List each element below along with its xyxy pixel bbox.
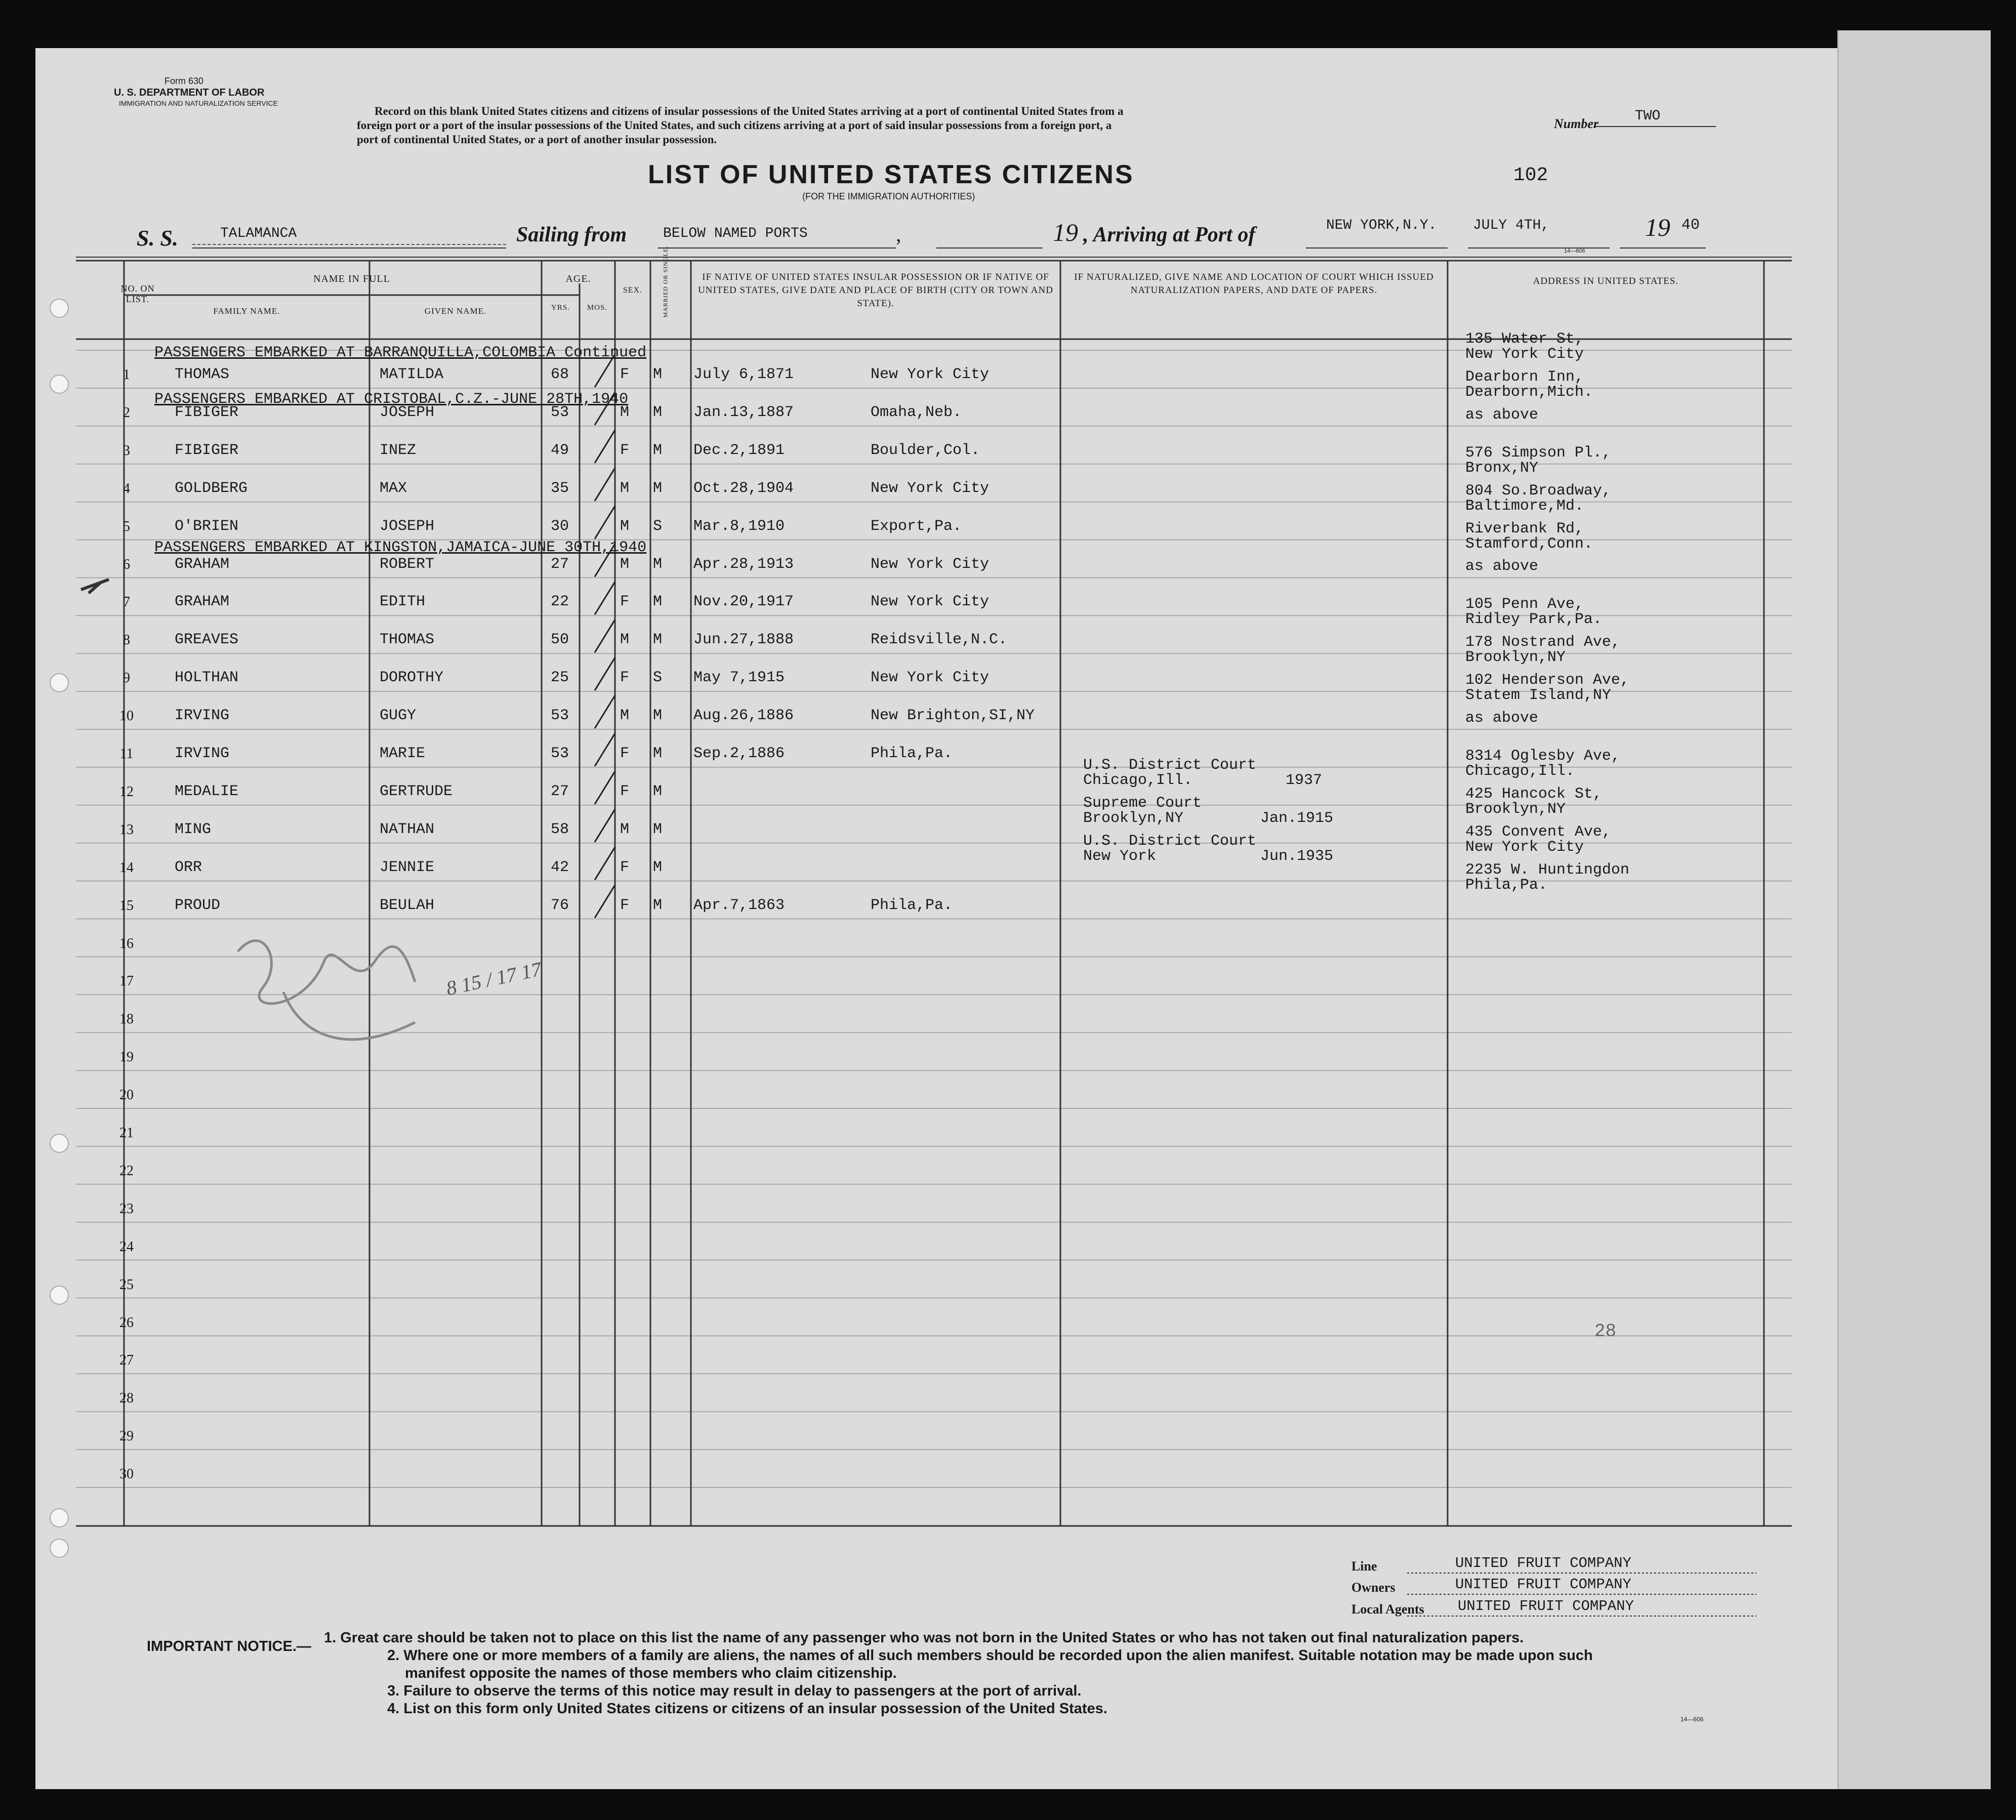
row-number: 9 <box>123 670 130 686</box>
address-line-1: 425 Hancock St, <box>1465 785 1602 803</box>
header-yrs: YRS. <box>551 304 570 312</box>
address-line-2: Brooklyn,NY <box>1465 800 1566 818</box>
instructions-line-1: Record on this blank United States citizens and citizens of insular possessions of the United States arriving at a port of continental United States from a <box>375 105 1124 117</box>
sex: F <box>620 858 630 876</box>
address-line-1: Dearborn Inn, <box>1465 368 1584 386</box>
row-number: 15 <box>119 897 134 914</box>
row-number: 28 <box>119 1390 134 1407</box>
birth-date: Oct.28,1904 <box>693 479 794 497</box>
marital-status: S <box>653 517 663 535</box>
row-number: 7 <box>123 594 130 610</box>
address-line-2: Chicago,Ill. <box>1465 762 1575 780</box>
age-years: 22 <box>551 593 569 611</box>
address-line-1: Riverbank Rd, <box>1465 520 1584 537</box>
birth-date: Aug.26,1886 <box>693 707 794 725</box>
header-family-name: FAMILY NAME. <box>213 306 280 316</box>
sex: F <box>620 745 630 762</box>
birth-place: New York City <box>871 593 990 611</box>
row-number: 13 <box>119 821 134 838</box>
family-name: HOLTHAN <box>175 669 239 687</box>
family-name: GREAVES <box>175 631 239 649</box>
family-name: GRAHAM <box>175 593 230 611</box>
marital-status: M <box>653 820 663 838</box>
check-tick <box>595 582 615 614</box>
address-line-2: Phila,Pa. <box>1465 876 1548 894</box>
court-place: New York <box>1083 847 1157 865</box>
age-years: 42 <box>551 858 569 876</box>
birth-place: New York City <box>871 366 990 383</box>
header-age: AGE. <box>565 273 591 284</box>
birth-date: Apr.7,1863 <box>693 896 785 914</box>
margin-mark <box>81 580 109 593</box>
birth-place: Export,Pa. <box>871 517 962 535</box>
row-number: 12 <box>119 783 134 800</box>
ship-underline <box>192 244 506 245</box>
header-no-on-list: NO. ON LIST. <box>120 283 155 304</box>
row-number: 27 <box>119 1352 134 1369</box>
address-line-1: 576 Simpson Pl., <box>1465 444 1612 462</box>
department: U. S. DEPARTMENT OF LABOR <box>114 87 265 98</box>
address-line-1: 2235 W. Huntingdon <box>1465 861 1630 879</box>
given-name: JOSEPH <box>380 517 435 535</box>
address-line-2: Statem Island,NY <box>1465 687 1612 705</box>
age-years: 68 <box>551 366 569 383</box>
birth-date: Dec.2,1891 <box>693 441 785 459</box>
age-years: 53 <box>551 707 569 725</box>
address-line-1: as above <box>1465 558 1539 575</box>
family-name: MING <box>175 820 212 838</box>
sex: F <box>620 366 630 383</box>
header-address: ADDRESS IN UNITED STATES. <box>1533 276 1679 286</box>
header-sex: SEX. <box>623 286 643 295</box>
given-name: NATHAN <box>380 820 435 838</box>
age-years: 53 <box>551 403 569 421</box>
agents-value: UNITED FRUIT COMPANY <box>1458 1598 1634 1615</box>
age-years: 27 <box>551 782 569 800</box>
family-name: FIBIGER <box>175 441 239 459</box>
given-name: JENNIE <box>380 858 435 876</box>
header-naturalized: IF NATURALIZED, GIVE NAME AND LOCATION OF COURT WHICH ISSUED NATURALIZATION PAPERS, AND DATE OF PAPERS. <box>1074 272 1434 296</box>
marital-status: M <box>653 441 663 459</box>
row-number: 1 <box>123 367 130 383</box>
page-subtitle: (FOR THE IMMIGRATION AUTHORITIES) <box>802 191 975 201</box>
age-years: 25 <box>551 669 569 687</box>
page-title: LIST OF UNITED STATES CITIZENS <box>648 160 1134 189</box>
sex: M <box>620 631 630 649</box>
row-number: 6 <box>123 556 130 572</box>
marital-status: M <box>653 403 663 421</box>
row-number: 2 <box>123 404 130 421</box>
birth-date: Nov.20,1917 <box>693 593 794 611</box>
court-name: U.S. District Court <box>1083 832 1257 850</box>
address-line-2: New York City <box>1465 346 1584 363</box>
check-tick <box>595 657 615 690</box>
address-line-2: New York City <box>1465 838 1584 856</box>
marital-status: M <box>653 858 663 876</box>
row-number: 10 <box>119 708 134 724</box>
marital-status: M <box>653 555 663 573</box>
court-place: Brooklyn,NY <box>1083 809 1184 827</box>
check-tick <box>595 771 615 804</box>
given-name: MARIE <box>380 745 426 762</box>
embark-banner-barranquilla: PASSENGERS EMBARKED AT BARRANQUILLA,COLOMBIA Continued <box>154 344 647 361</box>
owners-label: Owners <box>1351 1580 1395 1595</box>
header-name-in-full: NAME IN FULL <box>313 273 390 284</box>
notice-item-4: 4. List on this form only United States citizens or citizens of an insular possession of the United States. <box>387 1701 1107 1717</box>
row-number: 14 <box>119 859 134 876</box>
year-suffix: 40 <box>1681 217 1700 234</box>
address-line-1: as above <box>1465 710 1539 727</box>
age-years: 30 <box>551 517 569 535</box>
given-name: GERTRUDE <box>380 782 453 800</box>
address-line-1: 178 Nostrand Ave, <box>1465 634 1621 651</box>
check-tick <box>595 885 615 918</box>
given-name: EDITH <box>380 593 426 611</box>
sex: F <box>620 782 630 800</box>
age-years: 49 <box>551 441 569 459</box>
row-number: 17 <box>119 973 134 989</box>
row-number: 20 <box>119 1087 134 1103</box>
marital-status: M <box>653 745 663 762</box>
row-number: 4 <box>123 480 130 497</box>
address-line-1: 102 Henderson Ave, <box>1465 672 1630 689</box>
notice-item-3: 3. Failure to observe the terms of this notice may result in delay to passengers at the port of arrival. <box>387 1683 1082 1699</box>
sex: F <box>620 593 630 611</box>
given-name: DOROTHY <box>380 669 444 687</box>
row-number: 3 <box>123 442 130 459</box>
instructions-line-2: foreign port or a port of the insular possessions of the United States, and such citizens arriving at a port of said insular possessions from a foreign port, a <box>357 119 1112 132</box>
check-tick <box>595 847 615 880</box>
given-name: INEZ <box>380 441 417 459</box>
sailing-from: BELOW NAMED PORTS <box>663 226 808 241</box>
instructions-line-3: port of continental United States, or a port of another insular possession. <box>357 133 717 146</box>
embark-banner-kingston: PASSENGERS EMBARKED AT KINGSTON,JAMAICA-JUNE 30TH,1940 <box>154 539 647 556</box>
arrival-date: JULY 4TH, <box>1473 218 1550 233</box>
birth-date: Apr.28,1913 <box>693 555 794 573</box>
row-number: 18 <box>119 1011 134 1027</box>
sex: M <box>620 707 630 725</box>
row-number: 5 <box>123 518 130 534</box>
birth-place: New Brighton,SI,NY <box>871 707 1035 725</box>
sex: F <box>620 441 630 459</box>
family-name: IRVING <box>175 707 230 725</box>
court-date: Jun.1935 <box>1260 847 1334 865</box>
line-label: Line <box>1351 1559 1377 1574</box>
sex: F <box>620 896 630 914</box>
sex: M <box>620 479 630 497</box>
owners-value: UNITED FRUIT COMPANY <box>1455 1576 1632 1593</box>
number-value: TWO <box>1635 108 1661 124</box>
row-number: 21 <box>119 1125 134 1141</box>
marital-status: M <box>653 593 663 611</box>
address-line-1: 8314 Oglesby Ave, <box>1465 747 1621 765</box>
address-line-2: Stamford,Conn. <box>1465 535 1593 553</box>
birth-date: Mar.8,1910 <box>693 517 785 535</box>
address-line-2: Ridley Park,Pa. <box>1465 611 1602 629</box>
notice-item-2a: 2. Where one or more members of a family are aliens, the names of all such members should be recorded upon the alien manifest. Suitable notation may be made upon such <box>387 1647 1593 1664</box>
row-number: 25 <box>119 1276 134 1293</box>
birth-date: Jun.27,1888 <box>693 631 794 649</box>
given-name: GUGY <box>380 707 417 725</box>
header-married: MARRIED OR SINGLE. <box>662 245 669 318</box>
family-name: PROUD <box>175 896 221 914</box>
family-name: IRVING <box>175 745 230 762</box>
form-number: Form 630 <box>164 76 204 86</box>
signature-note: 8 15 / 17 17 <box>444 957 544 1000</box>
margin-note: 28 <box>1594 1321 1617 1342</box>
marital-status: M <box>653 631 663 649</box>
sex: M <box>620 820 630 838</box>
marital-status: S <box>653 669 663 687</box>
row-number: 16 <box>119 935 134 952</box>
year-prefix-1: 19 <box>1053 218 1078 246</box>
given-name: ROBERT <box>380 555 435 573</box>
sex: F <box>620 669 630 687</box>
comma-1: , <box>896 223 901 246</box>
birth-place: Reidsville,N.C. <box>871 631 1008 649</box>
marital-status: M <box>653 479 663 497</box>
notice-item-2b: manifest opposite the names of those members who claim citizenship. <box>405 1665 897 1681</box>
sex: M <box>620 555 630 573</box>
marital-status: M <box>653 707 663 725</box>
address-line-1: 804 So.Broadway, <box>1465 482 1612 500</box>
birth-place: Omaha,Neb. <box>871 403 962 421</box>
family-name: THOMAS <box>175 366 230 383</box>
given-name: THOMAS <box>380 631 435 649</box>
agents-label: Local Agents <box>1351 1602 1424 1617</box>
sailing-label: Sailing from <box>516 223 627 246</box>
birth-place: New York City <box>871 555 990 573</box>
birth-date: Sep.2,1886 <box>693 745 785 762</box>
check-tick <box>595 619 615 652</box>
sex: M <box>620 517 630 535</box>
row-number: 26 <box>119 1314 134 1331</box>
court-name: Supreme Court <box>1083 794 1202 812</box>
given-name: BEULAH <box>380 896 435 914</box>
birth-place: Phila,Pa. <box>871 896 953 914</box>
address-line-1: as above <box>1465 406 1539 424</box>
row-number: 19 <box>119 1049 134 1065</box>
age-years: 35 <box>551 479 569 497</box>
embark-banner-cristobal: PASSENGERS EMBARKED AT CRISTOBAL,C.Z.-JUNE 28TH,1940 <box>154 391 629 408</box>
birth-place: Boulder,Col. <box>871 441 980 459</box>
age-years: 58 <box>551 820 569 838</box>
row-number: 8 <box>123 632 130 648</box>
family-name: FIBIGER <box>175 403 239 421</box>
birth-date: Jan.13,1887 <box>693 403 794 421</box>
given-name: JOSEPH <box>380 403 435 421</box>
header-birth: IF NATIVE OF UNITED STATES INSULAR POSSESSION OR IF NATIVE OF UNITED STATES, GIVE DATE AND PLACE OF BIRTH (CITY OR TOWN AND STATE). <box>698 272 1053 309</box>
address-line-1: 135 Water St, <box>1465 330 1584 348</box>
address-line-1: 435 Convent Ave, <box>1465 823 1612 841</box>
notice-item-1: 1. Great care should be taken not to place on this list the name of any passenger who was not born in the United States or who has not taken out final naturalization papers. <box>324 1630 1524 1646</box>
given-name: MAX <box>380 479 407 497</box>
court-date: Jan.1915 <box>1260 809 1334 827</box>
check-tick <box>595 506 615 539</box>
age-years: 76 <box>551 896 569 914</box>
check-tick <box>595 809 615 842</box>
court-date: 1937 <box>1286 771 1323 789</box>
age-years: 27 <box>551 555 569 573</box>
row-number: 29 <box>119 1428 134 1444</box>
row-number: 24 <box>119 1238 134 1255</box>
year-prefix-2: 19 <box>1645 213 1670 241</box>
header-mos: MOS. <box>587 304 608 312</box>
row-number: 11 <box>119 746 134 762</box>
check-tick <box>595 695 615 728</box>
check-tick <box>595 430 615 463</box>
family-name: GOLDBERG <box>175 479 248 497</box>
birth-place: Phila,Pa. <box>871 745 953 762</box>
marital-status: M <box>653 896 663 914</box>
inspector-signature <box>238 941 415 1040</box>
birth-date: May 7,1915 <box>693 669 785 687</box>
address-line-2: Dearborn,Mich. <box>1465 383 1593 401</box>
address-line-2: Baltimore,Md. <box>1465 497 1584 515</box>
print-mark-bottom: 14—606 <box>1680 1716 1704 1723</box>
age-years: 50 <box>551 631 569 649</box>
address-line-1: 105 Penn Ave, <box>1465 596 1584 613</box>
ss-label: S. S. <box>137 226 178 251</box>
address-line-2: Bronx,NY <box>1465 459 1539 477</box>
row-number: 30 <box>119 1466 134 1482</box>
notice-label: IMPORTANT NOTICE.— <box>147 1638 311 1654</box>
check-tick <box>595 468 615 501</box>
given-name: MATILDA <box>380 366 444 383</box>
arriving-label: , Arriving at Port of <box>1083 223 1256 246</box>
court-name: U.S. District Court <box>1083 756 1257 774</box>
birth-place: New York City <box>871 479 990 497</box>
check-tick <box>595 733 615 766</box>
family-name: GRAHAM <box>175 555 230 573</box>
family-name: O'BRIEN <box>175 517 239 535</box>
family-name: MEDALIE <box>175 782 239 800</box>
family-name: ORR <box>175 858 202 876</box>
ship-name: TALAMANCA <box>220 226 297 241</box>
number-label: Number <box>1554 116 1599 131</box>
row-number: 22 <box>119 1163 134 1179</box>
age-years: 53 <box>551 745 569 762</box>
line-value: UNITED FRUIT COMPANY <box>1455 1555 1632 1571</box>
court-place: Chicago,Ill. <box>1083 771 1193 789</box>
birth-place: New York City <box>871 669 990 687</box>
address-line-2: Brooklyn,NY <box>1465 649 1566 667</box>
arrival-port: NEW YORK,N.Y. <box>1326 218 1437 233</box>
header-given-name: GIVEN NAME. <box>424 306 487 316</box>
row-number: 23 <box>119 1201 134 1217</box>
birth-date: July 6,1871 <box>693 366 794 383</box>
sex: M <box>620 403 630 421</box>
marital-status: M <box>653 782 663 800</box>
print-mark-top: 14—606 <box>1564 248 1585 254</box>
service: IMMIGRATION AND NATURALIZATION SERVICE <box>119 99 278 107</box>
marital-status: M <box>653 366 663 383</box>
page-number: 102 <box>1513 164 1548 186</box>
